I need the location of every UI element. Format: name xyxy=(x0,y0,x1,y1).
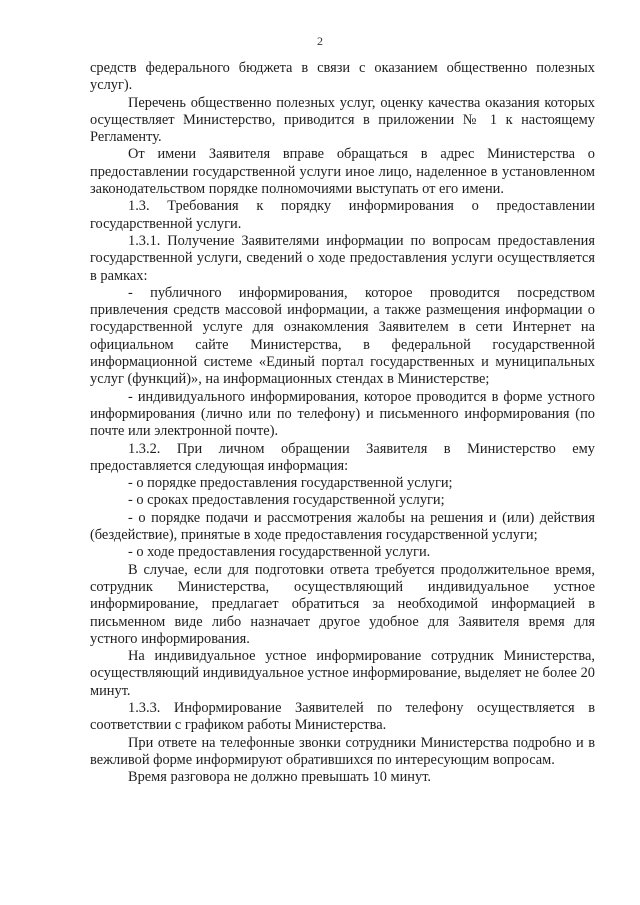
list-item-progress: - о ходе предоставления государственной услуги. xyxy=(128,544,431,561)
paragraph-continuation: средств федерального бюджета в связи с оказанием общественно полезных услуг). xyxy=(90,60,595,94)
list-item-procedure: - о порядке предоставления государственной услуги; xyxy=(128,475,453,492)
section-heading-1-3: 1.3. Требования к порядку информирования о предоставлении государственной услуги. xyxy=(90,198,595,232)
list-item-public-info: - публичного информирования, которое проводится посредством привлечения средств массовой информации, а также размещения информации о государственной услуге для ознакомления Заявителем в сети Интернет на официальном сайте Министерства, в федеральной государственной информационной системе «Единый портал государственных и муниципальных услуг (функций)», на информационных стендах в Министерстве; xyxy=(90,284,595,388)
paragraph-representative: От имени Заявителя вправе обращаться в адрес Министерства о предоставлении государственной услуги иное лицо, наделенное в установленном законодательством порядке полномочиями выступать от его имени. xyxy=(90,146,595,198)
paragraph-1-3-3: 1.3.3. Информирование Заявителей по телефону осуществляется в соответствии с графиком работы Министерства. xyxy=(90,699,595,734)
paragraph-oral-time-limit: На индивидуальное устное информирование сотрудник Министерства, осуществляющий индивидуальное устное информирование, выделяет не более 20 минут. xyxy=(90,648,595,699)
paragraph-phone-calls: При ответе на телефонные звонки сотрудники Министерства подробно и в вежливой форме информируют обратившихся по интересующим вопросам. xyxy=(90,734,595,768)
paragraph-1-3-1: 1.3.1. Получение Заявителями информации по вопросам предоставления государственной услуги, сведений о ходе предоставления услуги осуществляется в рамках: xyxy=(90,232,595,284)
document-body xyxy=(90,60,595,786)
list-item-individual-info: - индивидуального информирования, которое проводится в форме устного информирования (лично или по телефону) и письменного информирования (по почте или электронной почте). xyxy=(90,388,595,440)
page-number: 2 xyxy=(317,34,323,48)
list-item-deadlines: - о сроках предоставления государственной услуги; xyxy=(128,492,445,509)
paragraph-1-3-2: 1.3.2. При личном обращении Заявителя в Министерство ему предоставляется следующая информация: xyxy=(90,440,595,474)
paragraph-long-answer: В случае, если для подготовки ответа требуется продолжительное время, сотрудник Министерства, осуществляющий индивидуальное устное информирование, предлагает обратиться за необходимой информацией в письменном виде либо назначает другое удобное для Заявителя время для устного информирования. xyxy=(90,561,595,647)
list-item-complaints: - о порядке подачи и рассмотрения жалобы на решения и (или) действия (бездействие), принятые в ходе предоставления государственной услуги; xyxy=(90,509,595,544)
paragraph-call-duration: Время разговора не должно превышать 10 минут. xyxy=(128,769,432,786)
paragraph-services-list: Перечень общественно полезных услуг, оценку качества оказания которых осуществляет Министерство, приводится в приложении № 1 к настоящему Регламенту. xyxy=(90,94,595,146)
